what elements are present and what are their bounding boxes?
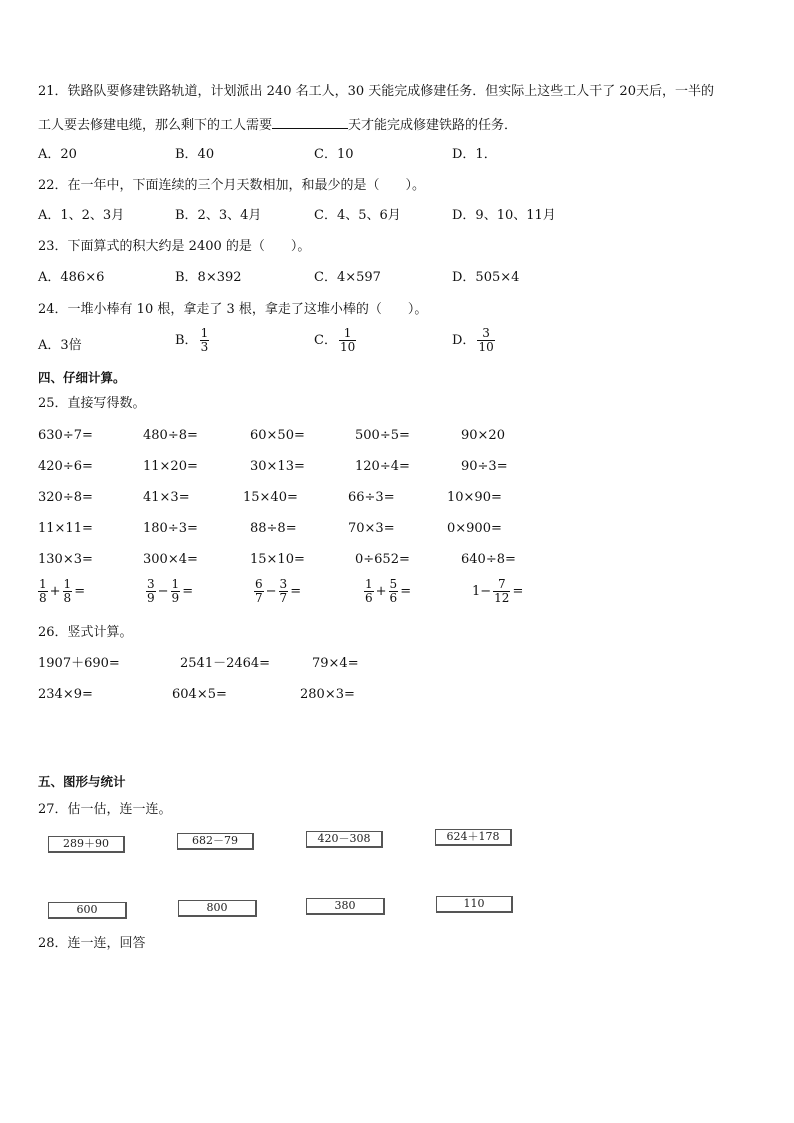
fraction-denominator: 8 — [39, 591, 47, 605]
calc-item: 0×900= — [447, 521, 502, 536]
q23-option-b[interactable]: B．8×392 — [175, 270, 242, 285]
calc-item: 88÷8= — [250, 521, 297, 536]
q24-option-c[interactable] — [314, 327, 356, 354]
q22-option-c[interactable]: C．4、5、6月 — [314, 208, 401, 223]
calc-item: 300×4= — [143, 552, 198, 567]
calc-item: 480÷8= — [143, 428, 198, 443]
fraction — [493, 578, 510, 605]
calc-item: 70×3= — [348, 521, 395, 536]
fraction-denominator: 7 — [279, 591, 288, 605]
operator: + — [49, 583, 61, 599]
equals-sign: = — [74, 583, 86, 599]
q23-option-c[interactable]: C．4×597 — [314, 270, 381, 285]
q24-stem: 24．一堆小棒有 10 根，拿走了 3 根，拿走了这堆小棒的（ ）。 — [38, 302, 428, 317]
q24-option-a[interactable] — [38, 338, 82, 354]
fraction-denominator: 10 — [478, 340, 494, 354]
fraction — [279, 578, 289, 605]
q24-option-c-label: C． — [314, 332, 337, 348]
calc-item: 10×90= — [447, 490, 502, 505]
fraction-denominator: 10 — [339, 340, 356, 354]
fraction-denominator: 7 — [255, 591, 263, 605]
operator: + — [375, 583, 387, 599]
whole-number-prefix: 1− — [472, 583, 492, 599]
q21-stem-line2 — [38, 116, 517, 134]
fraction-denominator: 9 — [171, 591, 180, 605]
fraction-expression — [38, 578, 85, 605]
calc-item: 0÷652= — [355, 552, 410, 567]
fraction-numerator: 1 — [343, 326, 352, 340]
vertical-calc-item: 79×4= — [312, 656, 359, 671]
q22-option-a[interactable]: A．1、2、3月 — [38, 208, 125, 223]
vertical-calc-item: 604×5= — [172, 687, 227, 702]
calc-item: 130×3= — [38, 552, 93, 567]
fraction-numerator: 1 — [39, 577, 47, 591]
fraction — [38, 578, 48, 605]
q24-option-b-label: B． — [175, 332, 198, 348]
fraction — [146, 578, 156, 605]
q24-option-a-label: A．3倍 — [38, 338, 82, 353]
calc-item: 630÷7= — [38, 428, 93, 443]
section-heading: 四、仔细计算。 — [38, 370, 126, 385]
estimate-result-box[interactable]: 800 — [178, 900, 257, 917]
fraction — [364, 578, 374, 605]
q21-option-a[interactable]: A．20 — [38, 147, 77, 162]
equals-sign: = — [290, 583, 302, 599]
calc-item: 30×13= — [250, 459, 305, 474]
fraction-numerator: 3 — [279, 577, 288, 591]
q21-option-b[interactable]: B．40 — [175, 147, 215, 162]
fraction — [389, 578, 399, 605]
section-heading: 五、图形与统计 — [38, 774, 126, 789]
fraction — [63, 578, 73, 605]
calc-item: 15×40= — [243, 490, 298, 505]
fraction-denominator: 3 — [200, 340, 209, 354]
q22-stem: 22．在一年中，下面连续的三个月天数相加，和最少的是（ ）。 — [38, 178, 426, 193]
fraction-numerator: 7 — [497, 577, 506, 591]
calc-item: 11×11= — [38, 521, 93, 536]
fraction — [200, 327, 210, 354]
vertical-calc-item: 1907＋690= — [38, 656, 120, 671]
q22-option-d[interactable]: D．9、10、11月 — [452, 208, 556, 223]
operator: − — [157, 583, 169, 599]
vertical-calc-item: 234×9= — [38, 687, 93, 702]
fraction — [477, 327, 494, 354]
equals-sign: = — [400, 583, 412, 599]
calc-item: 60×50= — [250, 428, 305, 443]
q27-stem: 27．估一估，连一连。 — [38, 802, 172, 817]
fraction — [254, 578, 264, 605]
q21-stem-line1: 21．铁路队要修建铁路轨道，计划派出 240 名工人，30 天能完成修建任务．但实际上这些工人干了 20天后，一半的 — [38, 84, 714, 99]
calc-item: 500÷5= — [355, 428, 410, 443]
fraction-numerator: 3 — [147, 577, 155, 591]
vertical-calc-item: 280×3= — [300, 687, 355, 702]
fraction-numerator: 1 — [200, 326, 209, 340]
q21-option-d[interactable]: D．1． — [452, 147, 497, 162]
fraction-expression — [364, 578, 411, 605]
q22-option-b[interactable]: B．2、3、4月 — [175, 208, 262, 223]
estimate-expression-box[interactable]: 420－308 — [306, 831, 383, 848]
q25-stem: 25．直接写得数。 — [38, 396, 146, 411]
q24-option-d[interactable] — [452, 327, 495, 354]
q21-stem-line2-pre: 工人要去修建电缆，那么剩下的工人需要 — [38, 118, 273, 133]
estimate-result-box[interactable]: 110 — [436, 896, 513, 913]
q23-option-d[interactable]: D．505×4 — [452, 270, 520, 285]
calc-item: 90×20 — [461, 428, 505, 443]
calc-item: 11×20= — [143, 459, 198, 474]
q28-stem: 28．连一连，回答 — [38, 936, 146, 951]
q21-stem-line2-post: 天才能完成修建铁路的任务． — [348, 118, 518, 133]
equals-sign: = — [512, 583, 524, 599]
estimate-expression-box[interactable]: 682－79 — [177, 833, 254, 850]
estimate-result-box[interactable]: 380 — [306, 898, 385, 915]
fraction-expression — [146, 578, 193, 605]
calc-item: 180÷3= — [143, 521, 198, 536]
fraction-denominator: 6 — [389, 591, 398, 605]
fraction-denominator: 6 — [365, 591, 373, 605]
fraction-numerator: 3 — [482, 326, 490, 340]
fraction-expression — [472, 578, 523, 605]
calc-item: 66÷3= — [348, 490, 395, 505]
calc-item: 420÷6= — [38, 459, 93, 474]
calc-item: 120÷4= — [355, 459, 410, 474]
calc-item: 15×10= — [250, 552, 305, 567]
q24-option-b[interactable] — [175, 327, 209, 354]
fraction-numerator: 1 — [365, 577, 373, 591]
calc-item: 320÷8= — [38, 490, 93, 505]
q24-option-d-label: D． — [452, 332, 476, 348]
estimate-expression-box[interactable]: 289＋90 — [48, 836, 125, 853]
fraction-denominator: 8 — [63, 591, 72, 605]
operator: − — [265, 583, 277, 599]
calc-item: 41×3= — [143, 490, 190, 505]
q23-stem: 23．下面算式的积大约是 2400 的是（ ）。 — [38, 239, 311, 254]
fraction-denominator: 9 — [147, 591, 155, 605]
estimate-result-box[interactable]: 600 — [48, 902, 127, 919]
fraction-numerator: 5 — [389, 577, 398, 591]
fraction — [339, 327, 356, 354]
fraction-numerator: 6 — [255, 577, 263, 591]
fraction-numerator: 1 — [63, 577, 72, 591]
fraction-denominator: 12 — [494, 591, 510, 605]
estimate-expression-box[interactable]: 624＋178 — [435, 829, 512, 846]
q23-option-a[interactable]: A．486×6 — [38, 270, 105, 285]
fraction-numerator: 1 — [171, 577, 180, 591]
calc-item: 90÷3= — [461, 459, 508, 474]
calc-item: 640÷8= — [461, 552, 516, 567]
q26-stem: 26．竖式计算。 — [38, 625, 133, 640]
fraction-expression — [254, 578, 301, 605]
answer-blank[interactable] — [272, 116, 348, 129]
vertical-calc-item: 2541－2464= — [180, 656, 271, 671]
equals-sign: = — [182, 583, 194, 599]
q21-option-c[interactable]: C．10 — [314, 147, 354, 162]
fraction — [171, 578, 181, 605]
